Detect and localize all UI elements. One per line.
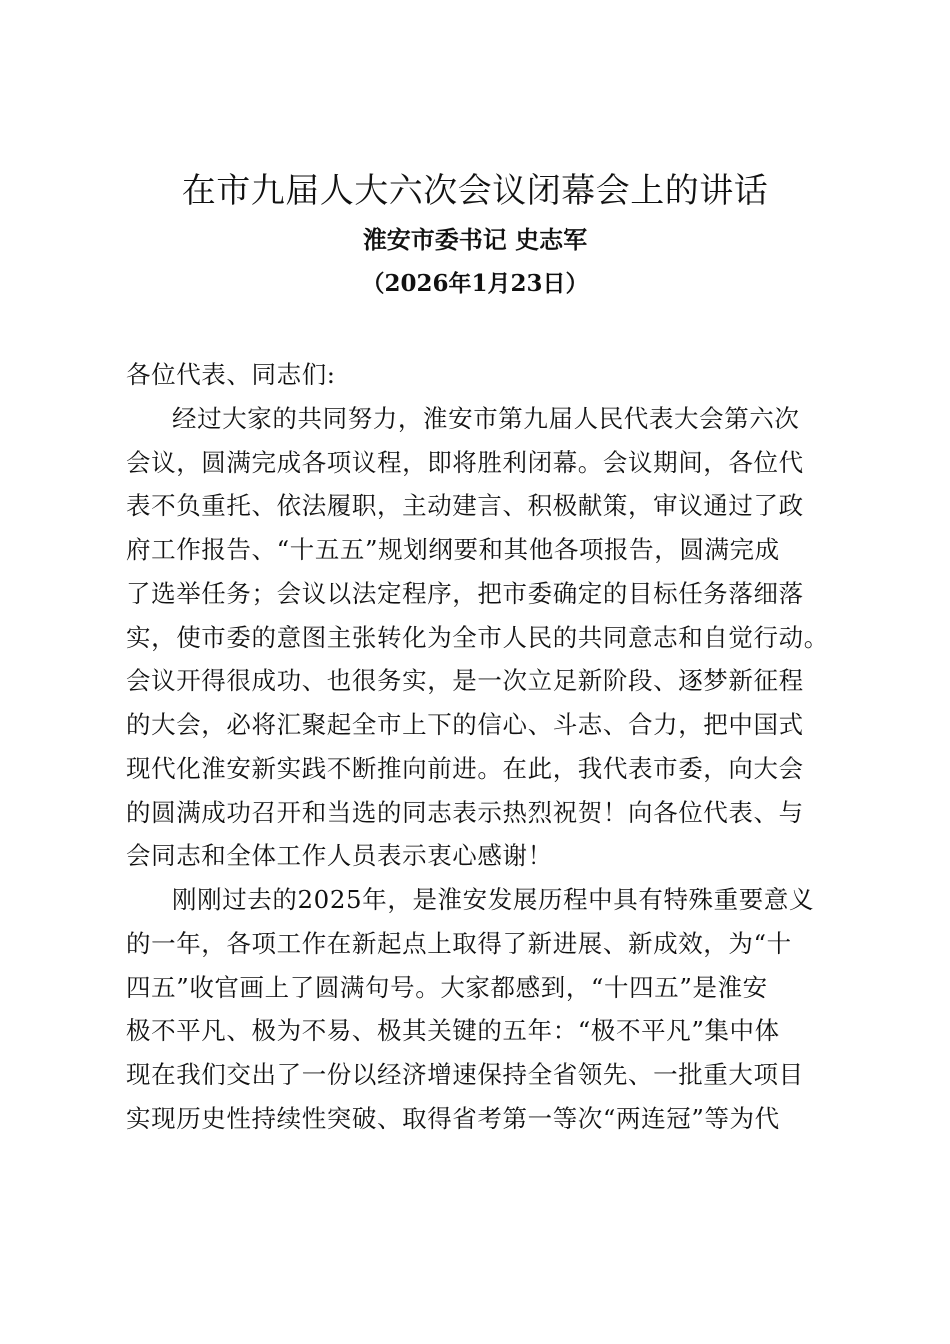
paragraph-line: 会议开得很成功、也很务实，是一次立足新阶段、逐梦新征程	[126, 666, 804, 696]
paragraph-2	[126, 878, 846, 1141]
paragraph-line: 会议，圆满完成各项议程，即将胜利闭幕。会议期间，各位代	[126, 447, 804, 477]
paragraph-line: 的大会，必将汇聚起全市上下的信心、斗志、合力，把中国式	[126, 710, 804, 739]
paragraph-line: 四五”收官画上了圆满句号。大家都感到，“十四五”是淮安	[126, 972, 768, 1002]
salutation: 各位代表、同志们:	[126, 360, 336, 389]
paragraph-line: 府工作报告、“十五五”规划纲要和其他各项报告，圆满完成	[126, 535, 780, 564]
paragraph-line: 现在我们交出了一份以经济增速保持全省领先、一批重大项目	[126, 1060, 804, 1089]
paragraph-1	[126, 397, 846, 878]
paragraph-line: 的圆满成功召开和当选的同志表示热烈祝贺！向各位代表、与	[126, 797, 804, 827]
paragraph-line: 实，使市委的意图主张转化为全市人民的共同意志和自觉行动。	[126, 622, 829, 652]
date-line: （2026年1月23日）	[361, 270, 589, 297]
author-line: 淮安市委书记 史志军	[362, 225, 588, 254]
speech-body	[126, 353, 846, 1141]
paragraph-line: 刚刚过去的2025年，是淮安发展历程中具有特殊重要意义	[172, 885, 815, 914]
paragraph-line: 了选举任务；会议以法定程序，把市委确定的目标任务落细落	[126, 578, 804, 608]
paragraph-line: 实现历史性持续性突破、取得省考第一等次“两连冠”等为代	[126, 1103, 780, 1133]
paragraph-line: 的一年，各项工作在新起点上取得了新进展、新成效，为“十	[126, 928, 792, 958]
paragraph-line: 表不负重托、依法履职，主动建言、积极献策，审议通过了政	[126, 491, 804, 521]
paragraph-line: 极不平凡、极为不易、极其关键的五年：“极不平凡”集中体	[126, 1016, 780, 1046]
page-title: 在市九届人大六次会议闭幕会上的讲话	[181, 171, 769, 211]
paragraph-line: 经过大家的共同努力，淮安市第九届人民代表大会第六次	[172, 403, 800, 433]
paragraph-line: 现代化淮安新实践不断推向前进。在此，我代表市委，向大会	[126, 753, 804, 783]
paragraph-line: 会同志和全体工作人员表示衷心感谢！	[126, 841, 553, 871]
